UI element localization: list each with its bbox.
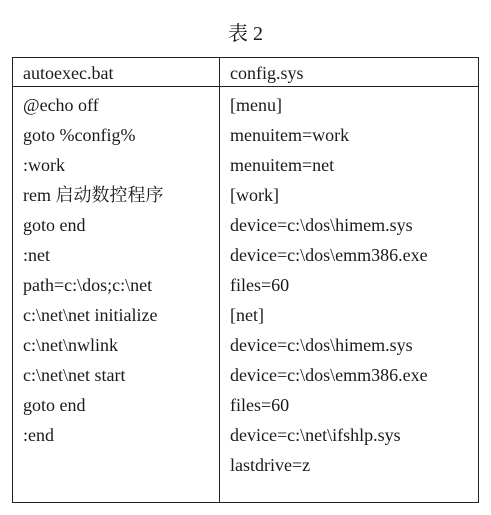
config-line: device=c:\dos\emm386.exe [230,245,428,265]
config-line: menuitem=net [230,155,335,175]
autoexec-line: c:\net\net initialize [23,305,158,325]
config-line: files=60 [230,395,290,415]
autoexec-line: :net [23,245,50,265]
autoexec-line: c:\net\net start [23,365,126,385]
config-line: [net] [230,305,264,325]
autoexec-line: goto end [23,395,86,415]
config-line: device=c:\net\ifshlp.sys [230,425,401,445]
code-table [12,57,479,503]
autoexec-line: c:\net\nwlink [23,335,118,355]
config-line: device=c:\dos\himem.sys [230,215,413,235]
autoexec-line: goto %config% [23,125,136,145]
config-column [230,90,428,480]
config-line: device=c:\dos\himem.sys [230,335,413,355]
header-divider [13,86,478,87]
config-line: files=60 [230,275,290,295]
autoexec-column [23,90,163,450]
table-caption: 表 2 [228,23,263,45]
config-line: [menu] [230,95,282,115]
config-line: [work] [230,185,279,205]
autoexec-line: goto end [23,215,86,235]
autoexec-line: path=c:\dos;c:\net [23,275,153,295]
header-autoexec: autoexec.bat [23,63,114,83]
header-config: config.sys [230,63,304,83]
config-line: menuitem=work [230,125,350,145]
autoexec-line: rem 启动数控程序 [23,185,164,205]
autoexec-line: :end [23,425,54,445]
column-divider [219,58,220,502]
autoexec-line: :work [23,155,65,175]
config-line: device=c:\dos\emm386.exe [230,365,428,385]
config-line: lastdrive=z [230,455,311,475]
autoexec-line: @echo off [23,95,99,115]
